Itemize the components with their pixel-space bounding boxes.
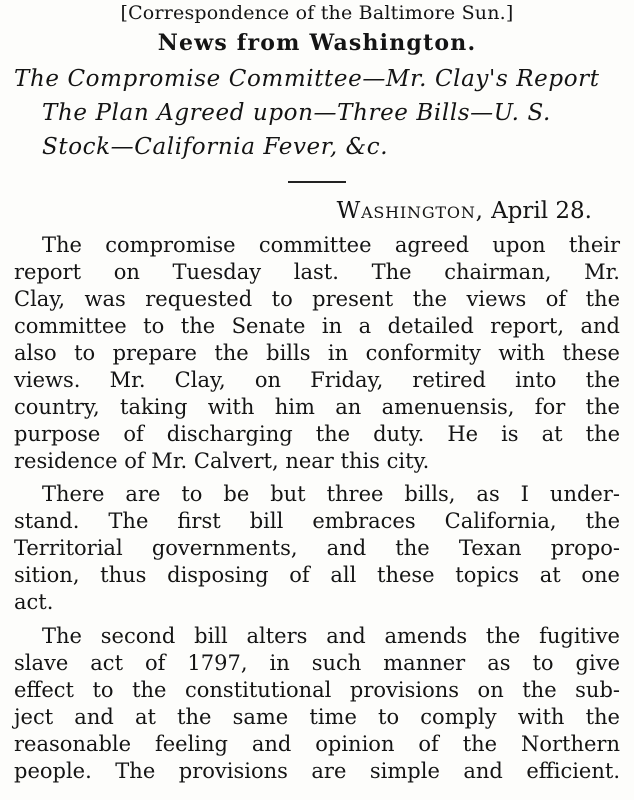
body-line: also to prepare the bills in conformity with these <box>14 341 620 365</box>
body-line: slave act of 1797, in such manner as to give <box>14 651 620 675</box>
body-line: The compromise committee agreed upon their <box>42 233 620 257</box>
body-line: Territorial governments, and the Texan propo- <box>14 536 620 560</box>
body-line: There are to be but three bills, as I under- <box>42 482 620 506</box>
source-attribution: [Correspondence of the Baltimore Sun.] <box>120 2 514 24</box>
body-line: purpose of discharging the duty. He is at the <box>14 422 620 446</box>
body-line: report on Tuesday last. The chairman, Mr. <box>14 260 620 284</box>
deck-line-2: The Plan Agreed upon—Three Bills—U. S. <box>42 100 551 126</box>
dateline-date: April 28. <box>491 198 592 224</box>
deck-line-1: The Compromise Committee—Mr. Clay's Report <box>14 66 600 92</box>
body-line: stand. The first bill embraces California, the <box>14 509 620 533</box>
dateline <box>337 200 592 223</box>
section-divider <box>288 181 346 183</box>
body-line: reasonable feeling and opinion of the Northern <box>14 732 620 756</box>
body-line: The second bill alters and amends the fugitive <box>42 624 620 648</box>
deck-line-3: Stock—California Fever, &c. <box>42 134 389 160</box>
body-line: committee to the Senate in a detailed report, and <box>14 314 620 338</box>
body-line: people. The provisions are simple and efficient. <box>14 759 620 783</box>
body-line: effect to the constitutional provisions on the sub- <box>14 678 620 702</box>
body-line: ject and at the same time to comply with the <box>14 705 620 729</box>
dateline-city: Washington, <box>336 198 484 224</box>
body-line: sition, thus disposing of all these topics at one <box>14 563 620 587</box>
body-line: country, taking with him an amenuensis, for the <box>14 395 620 419</box>
body-line: residence of Mr. Calvert, near this city. <box>14 449 430 473</box>
body-line: act. <box>14 590 54 614</box>
body-line: Clay, was requested to present the views of the <box>14 287 620 311</box>
headline: News from Washington. <box>157 30 477 56</box>
body-line: views. Mr. Clay, on Friday, retired into the <box>14 368 620 392</box>
